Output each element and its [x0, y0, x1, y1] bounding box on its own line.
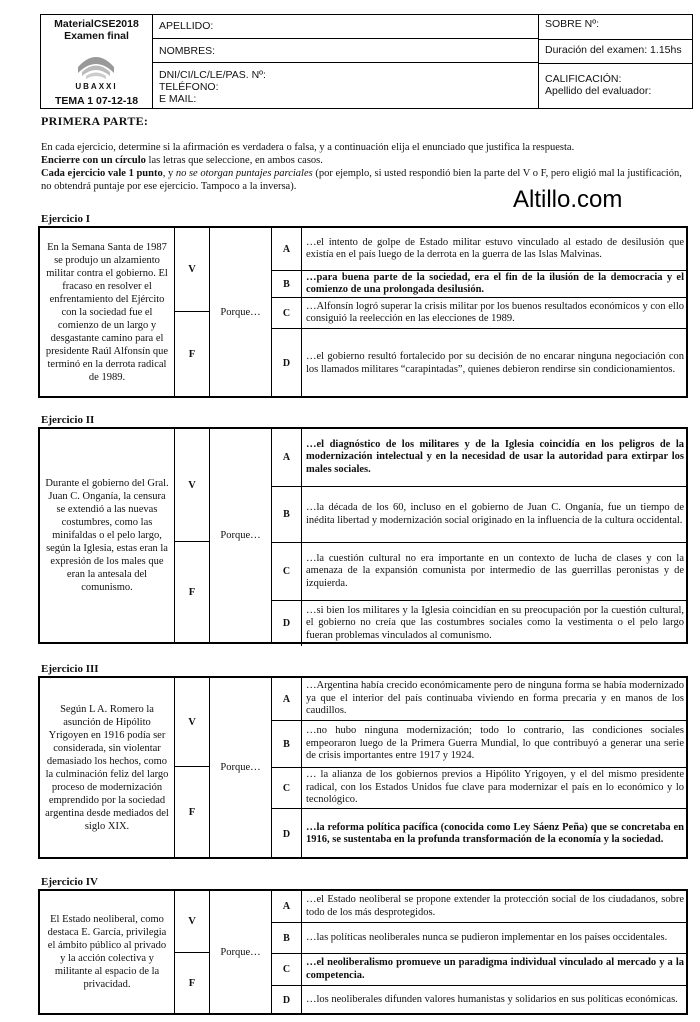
header-logo-cell — [41, 15, 153, 108]
exercise-table — [38, 427, 688, 644]
nombres-field[interactable] — [153, 39, 538, 63]
option-letter[interactable]: B — [272, 271, 302, 297]
option-b[interactable] — [272, 922, 686, 953]
option-letter[interactable]: A — [272, 891, 302, 922]
option-text: …no hubo ninguna modernización; todo lo contrario, las condiciones sociales empeoraron luego de la Primera Guerra Mundial, lo que contribuyó a generar una serie de crisis importantes entre 1917 y 1924. — [306, 725, 684, 762]
option-c[interactable] — [272, 953, 686, 985]
option-letter[interactable]: A — [272, 228, 302, 270]
true-option[interactable]: V — [175, 891, 210, 953]
true-option[interactable]: V — [175, 228, 210, 312]
option-a[interactable] — [272, 429, 686, 486]
option-c[interactable] — [272, 542, 686, 600]
option-b[interactable] — [272, 486, 686, 542]
tema-label: TEMA 1 07-12-18 — [54, 95, 139, 107]
false-option[interactable]: F — [175, 542, 210, 642]
option-text: …el intento de golpe de Estado militar estuvo vinculado al estado de desilusión que existía en el país luego de la derrota en la guerra de las Islas Malvinas. — [306, 236, 684, 260]
exercise-title: Ejercicio II — [41, 414, 95, 426]
duracion-label: Duración del examen: 1.15hs — [545, 44, 682, 56]
option-letter[interactable]: D — [272, 329, 302, 398]
watermark: Altillo.com — [513, 186, 623, 213]
exercise-table — [38, 226, 688, 398]
option-letter[interactable]: C — [272, 768, 302, 808]
option-text: …el gobierno resultó fortalecido por su decisión de no encarar ninguna negociación con los llamados militares “carapintadas”, quienes debieron rendirse sin condicionamientos. — [306, 351, 684, 375]
false-option[interactable]: F — [175, 767, 210, 857]
option-letter[interactable]: A — [272, 429, 302, 486]
true-option[interactable]: V — [175, 678, 210, 767]
ubaxxi-logo-icon — [74, 45, 118, 81]
evaluador-label: Apellido del evaluador: — [545, 85, 652, 97]
true-option[interactable]: V — [175, 429, 210, 542]
option-text: …la década de los 60, incluso en el gobierno de Juan C. Onganía, fue un tiempo de inédita libertad y modernización social originado en la influencia de la cultura occidental. — [306, 502, 684, 526]
exercise-statement: Según L A. Romero la asunción de Hipólito Yrigoyen en 1916 podía ser considerada, sin violentar demasiado los hechos, como la culminación feliz del largo proceso de modernización emprendido por la sociedad argentina desde mediados del siglo XIX. — [40, 678, 175, 857]
option-text: …Argentina había crecido económicamente pero de ninguna forma se había modernizado ya que el interior del país continuaba viviendo en forma precaria y en manos de los caudillos. — [306, 680, 684, 717]
exercise-table — [38, 676, 688, 859]
option-letter[interactable]: C — [272, 543, 302, 600]
dni-label: DNI/CI/LC/LE/PAS. Nº: — [159, 69, 266, 81]
option-text: …para buena parte de la sociedad, era el fin de la ilusión de la democracia y el comienzo de una prolongada desilusión. — [306, 271, 684, 295]
header-right-column — [538, 15, 692, 108]
option-letter[interactable]: C — [272, 954, 302, 985]
exercise-title: Ejercicio III — [41, 663, 99, 675]
option-b[interactable] — [272, 720, 686, 767]
header-divider — [538, 39, 692, 40]
option-text: …Alfonsín logró superar la crisis militar por los buenos resultados económicos y con ello consiguió la reelección en las elecciones de 1989. — [306, 300, 684, 324]
option-text: …la cuestión cultural no era importante en un contexto de lucha de clases y con la amenaza de la expansión comunista por intermedio de las guerrillas peronistas y de izquierda. — [306, 552, 684, 589]
telefono-label: TELÉFONO: — [159, 81, 219, 93]
exercise-statement: Durante el gobierno del Gral. Juan C. Onganía, la censura se extendió a las nuevas costumbres, como las minifaldas o el pelo largo, según la Iglesia, estas eran la expresión de los males que eran la antesala del comunismo. — [40, 429, 175, 642]
exercise-title: Ejercicio IV — [41, 876, 98, 888]
option-text: … la alianza de los gobiernos previos a Hipólito Yrigoyen, y el del mismo presidente radical, con los Estados Unidos fue clave para modernizar el país en lo económico y lo tecnológico. — [306, 769, 684, 806]
option-text: …los neoliberales difunden valores humanistas y solidarios en sus políticas económicas. — [306, 994, 678, 1006]
option-text: …el neoliberalismo promueve un paradigma individual vinculado al mercado y a la competencia. — [306, 957, 684, 981]
exercise-statement: El Estado neoliberal, como destaca E. García, privilegia el ámbito público al privado y la acción colectiva y militante al espacio de la privacidad. — [40, 891, 175, 1013]
option-letter[interactable]: A — [272, 678, 302, 720]
email-label: E MAIL: — [159, 93, 197, 105]
exam-label: Examen final — [64, 30, 129, 42]
exercise-statement: En la Semana Santa de 1987 se produjo un alzamiento militar contra el gobierno. El fracaso en resolver el enfrentamiento del Ejército con la sociedad fue el comienzo de un largo y desgastante camino para el presidente Raúl Alfonsín que terminó en la derrota radical de 1989. — [40, 228, 175, 396]
false-option[interactable]: F — [175, 953, 210, 1013]
option-letter[interactable]: D — [272, 986, 302, 1015]
option-letter[interactable]: D — [272, 809, 302, 859]
option-d[interactable] — [272, 808, 686, 859]
option-text: …la reforma política pacífica (conocida como Ley Sáenz Peña) que se concretaba en 1916, se sustentaba en la profunda transformación de la economía y la sociedad. — [306, 821, 684, 845]
option-a[interactable] — [272, 891, 686, 922]
ubaxxi-label: UBAXXI — [75, 82, 118, 91]
option-letter[interactable]: D — [272, 601, 302, 646]
contact-field[interactable] — [153, 63, 538, 108]
header-divider — [538, 63, 692, 64]
option-text: …las políticas neoliberales nunca se pudieron implementar en los países occidentales. — [306, 931, 668, 943]
section-title: PRIMERA PARTE: — [41, 114, 149, 128]
option-a[interactable] — [272, 228, 686, 270]
nombres-label: NOMBRES: — [159, 45, 216, 57]
exam-header — [40, 14, 693, 109]
option-letter[interactable]: B — [272, 721, 302, 767]
porque-label: Porque… — [210, 678, 272, 857]
porque-label: Porque… — [210, 228, 272, 396]
option-text: …el Estado neoliberal se propone extender la protección social de los ciudadanos, sobre todo de los más desprotegidos. — [306, 894, 684, 918]
option-text: …si bien los militares y la Iglesia coincidían en su preocupación por la cuestión cultural, el gobierno no creía que las costumbres sociales como la vestimenta o el pelo largo fueran problemas vinculados al comunismo. — [306, 604, 684, 641]
false-option[interactable]: F — [175, 312, 210, 396]
option-a[interactable] — [272, 678, 686, 720]
option-letter[interactable]: C — [272, 298, 302, 328]
option-c[interactable] — [272, 297, 686, 328]
apellido-field[interactable] — [153, 15, 538, 39]
option-d[interactable] — [272, 328, 686, 398]
apellido-label: APELLIDO: — [159, 20, 214, 32]
sobre-label: SOBRE Nº: — [545, 18, 600, 30]
option-d[interactable] — [272, 600, 686, 646]
porque-label: Porque… — [210, 429, 272, 642]
option-letter[interactable]: B — [272, 923, 302, 953]
option-d[interactable] — [272, 985, 686, 1015]
calificacion-label: CALIFICACIÓN: — [545, 73, 622, 85]
option-c[interactable] — [272, 767, 686, 808]
option-b[interactable] — [272, 270, 686, 297]
exercise-title: Ejercicio I — [41, 213, 90, 225]
option-letter[interactable]: B — [272, 487, 302, 542]
porque-label: Porque… — [210, 891, 272, 1013]
option-text: …el diagnóstico de los militares y de la Iglesia coincidía en los peligros de la modernización intelectual y en la necesidad de usar la autoridad para extirpar los males sociales. — [306, 438, 684, 475]
material-label: MaterialCSE2018 — [54, 18, 139, 30]
instruction-line: Cada ejercicio vale 1 punto, y no se otorgan puntajes parciales (por ejemplo, si usted respondió bien la parte del V o F, pero eligió mal la justificación, no obtendrá puntaje por ese ejercicio. Tampoco a la inversa). — [41, 168, 682, 192]
instruction-line: En cada ejercicio, determine si la afirmación es verdadera o falsa, y a continuación elija el enunciado que justifica la respuesta. — [41, 142, 575, 153]
exercise-table — [38, 889, 688, 1015]
instruction-line: Encierre con un círculo las letras que seleccione, en ambos casos. — [41, 155, 323, 166]
